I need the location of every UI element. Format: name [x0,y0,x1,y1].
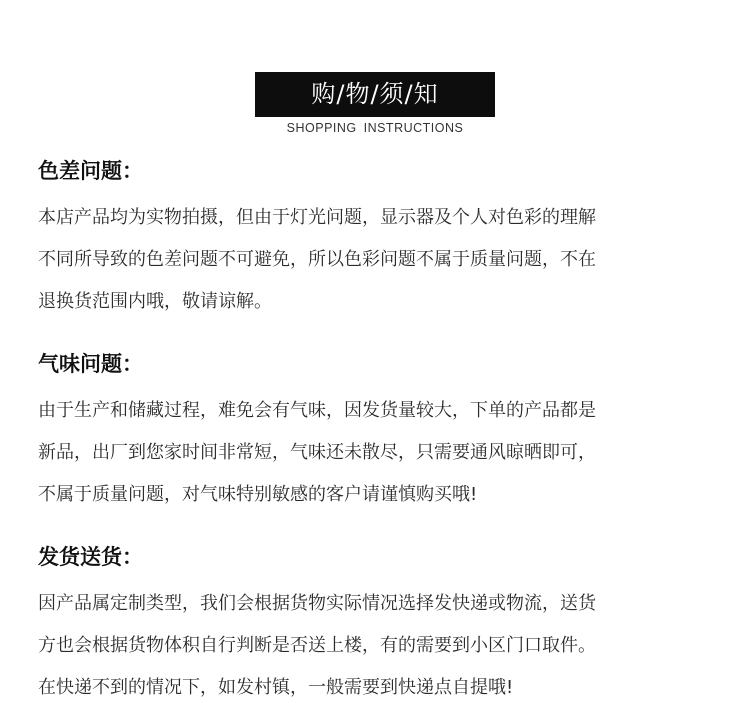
section-odor [38,348,728,516]
section-shipping [38,541,728,709]
body-line: 本店产品均为实物拍摄，但由于灯光问题，显示器及个人对色彩的理解 [38,207,596,228]
section-body [38,390,728,516]
body-line: 由于生产和储藏过程，难免会有气味，因发货量较大，下单的产品都是 [38,400,596,421]
body-line: 不同所导致的色差问题不可避免，所以色彩问题不属于质量问题，不在 [38,249,596,270]
section-heading: 气味问题： [38,351,143,376]
page-subtitle: SHOPPING INSTRUCTIONS [286,121,464,135]
body-line: 在快递不到的情况下，如发村镇，一般需要到快递点自提哦! [38,677,514,698]
header [0,72,750,135]
section-color-difference [38,155,728,323]
body-line: 不属于质量问题，对气味特别敏感的客户请谨慎购买哦! [38,484,478,505]
body-line: 新品，出厂到您家时间非常短，气味还未散尽，只需要通风晾晒即可， [38,442,596,463]
section-heading: 发货送货： [38,544,143,569]
section-body [38,583,728,709]
body-line: 方也会根据货物体积自行判断是否送上楼，有的需要到小区门口取件。 [38,635,596,656]
page-title: 购/物/须/知 [255,72,495,117]
section-body [38,197,728,323]
body-line: 退换货范围内哦，敬请谅解。 [38,291,272,312]
section-heading: 色差问题： [38,158,143,183]
body-line: 因产品属定制类型，我们会根据货物实际情况选择发快递或物流，送货 [38,593,596,614]
